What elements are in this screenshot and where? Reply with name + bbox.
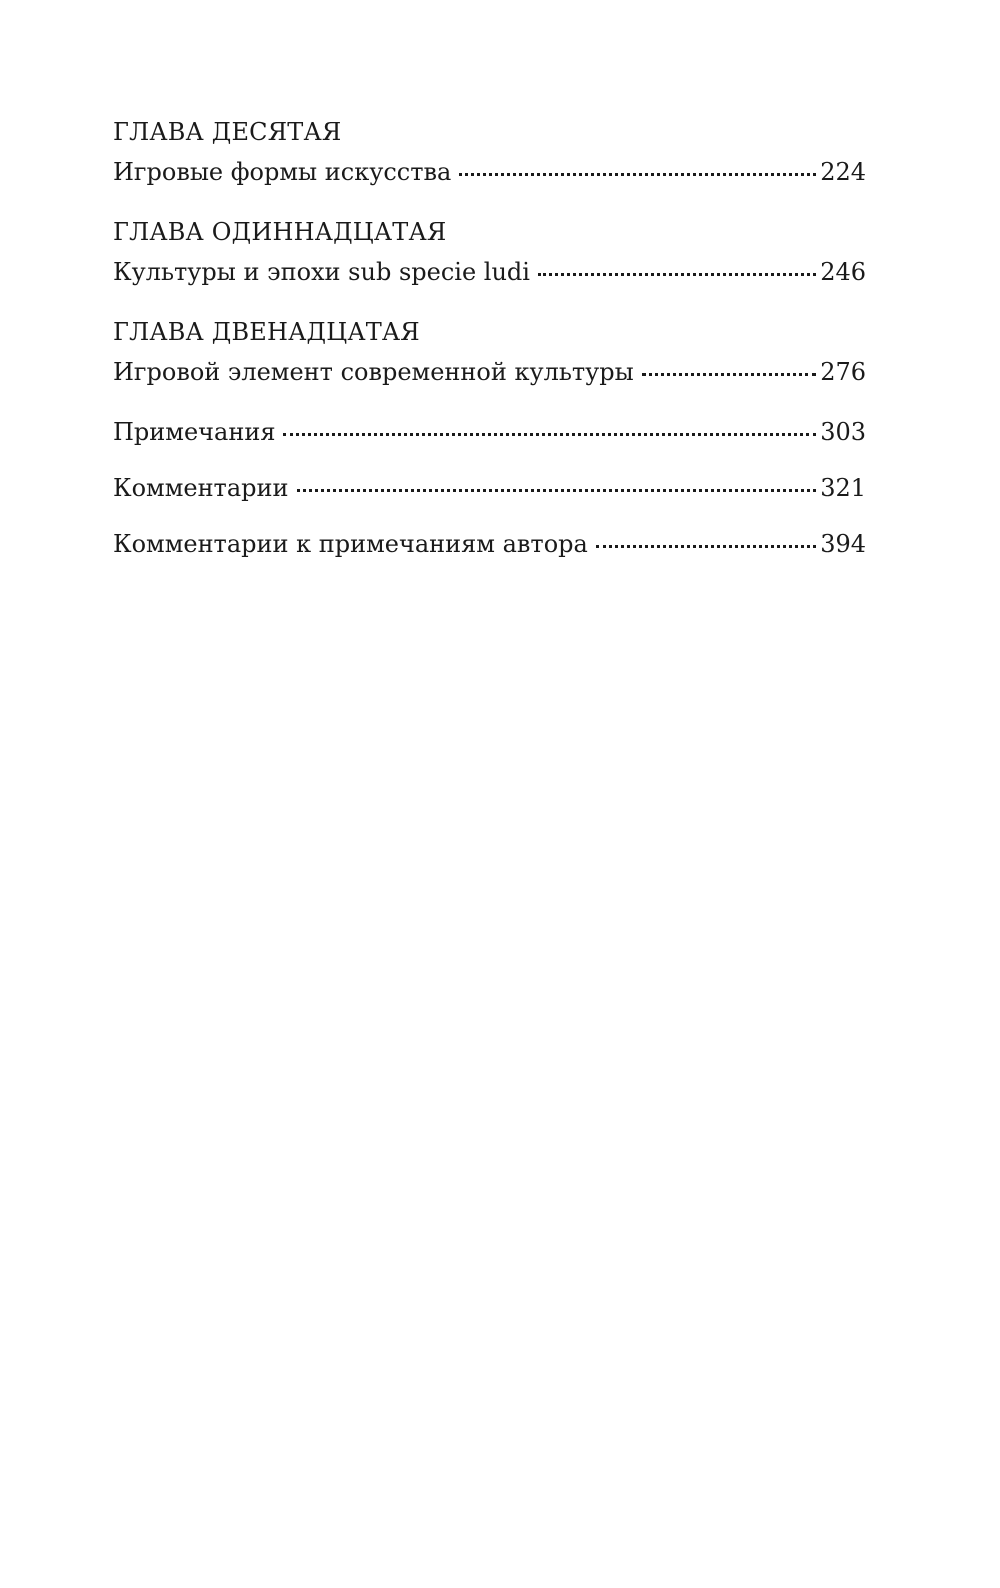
- chapter-heading: ГЛАВА ДЕСЯТАЯ: [113, 118, 342, 146]
- page-number: 303: [820, 418, 866, 446]
- toc-chapter: [113, 312, 866, 392]
- toc-chapter: [113, 212, 866, 292]
- dot-leader: [459, 172, 816, 176]
- page-number: 246: [820, 258, 866, 286]
- entry-title: Игровой элемент современной культуры: [113, 358, 634, 386]
- page-number: 224: [820, 158, 866, 186]
- dot-leader: [642, 372, 816, 376]
- entry-title: Культуры и эпохи sub specie ludi: [113, 258, 530, 286]
- entry-title: Игровые формы искусства: [113, 158, 452, 186]
- dot-leader: [596, 544, 816, 548]
- toc-entry[interactable]: [113, 352, 866, 392]
- page-number: 394: [820, 530, 866, 558]
- toc-chapter: [113, 112, 866, 192]
- toc-entry[interactable]: [113, 152, 866, 192]
- toc-entry-commentary[interactable]: [113, 468, 866, 508]
- entry-title: Комментарии к примечаниям автора: [113, 530, 588, 558]
- toc-entry-author-notes-commentary[interactable]: [113, 524, 866, 564]
- dot-leader: [538, 272, 816, 276]
- toc-entry[interactable]: [113, 252, 866, 292]
- entry-title: Комментарии: [113, 474, 289, 502]
- chapter-heading: ГЛАВА ОДИННАДЦАТАЯ: [113, 218, 447, 246]
- page-number: 321: [820, 474, 866, 502]
- entry-title: Примечания: [113, 418, 276, 446]
- toc-entry-notes[interactable]: [113, 412, 866, 452]
- dot-leader: [283, 432, 816, 436]
- dot-leader: [297, 488, 817, 492]
- chapter-heading: ГЛАВА ДВЕНАДЦАТАЯ: [113, 318, 420, 346]
- table-of-contents: [113, 112, 866, 564]
- page-number: 276: [820, 358, 866, 386]
